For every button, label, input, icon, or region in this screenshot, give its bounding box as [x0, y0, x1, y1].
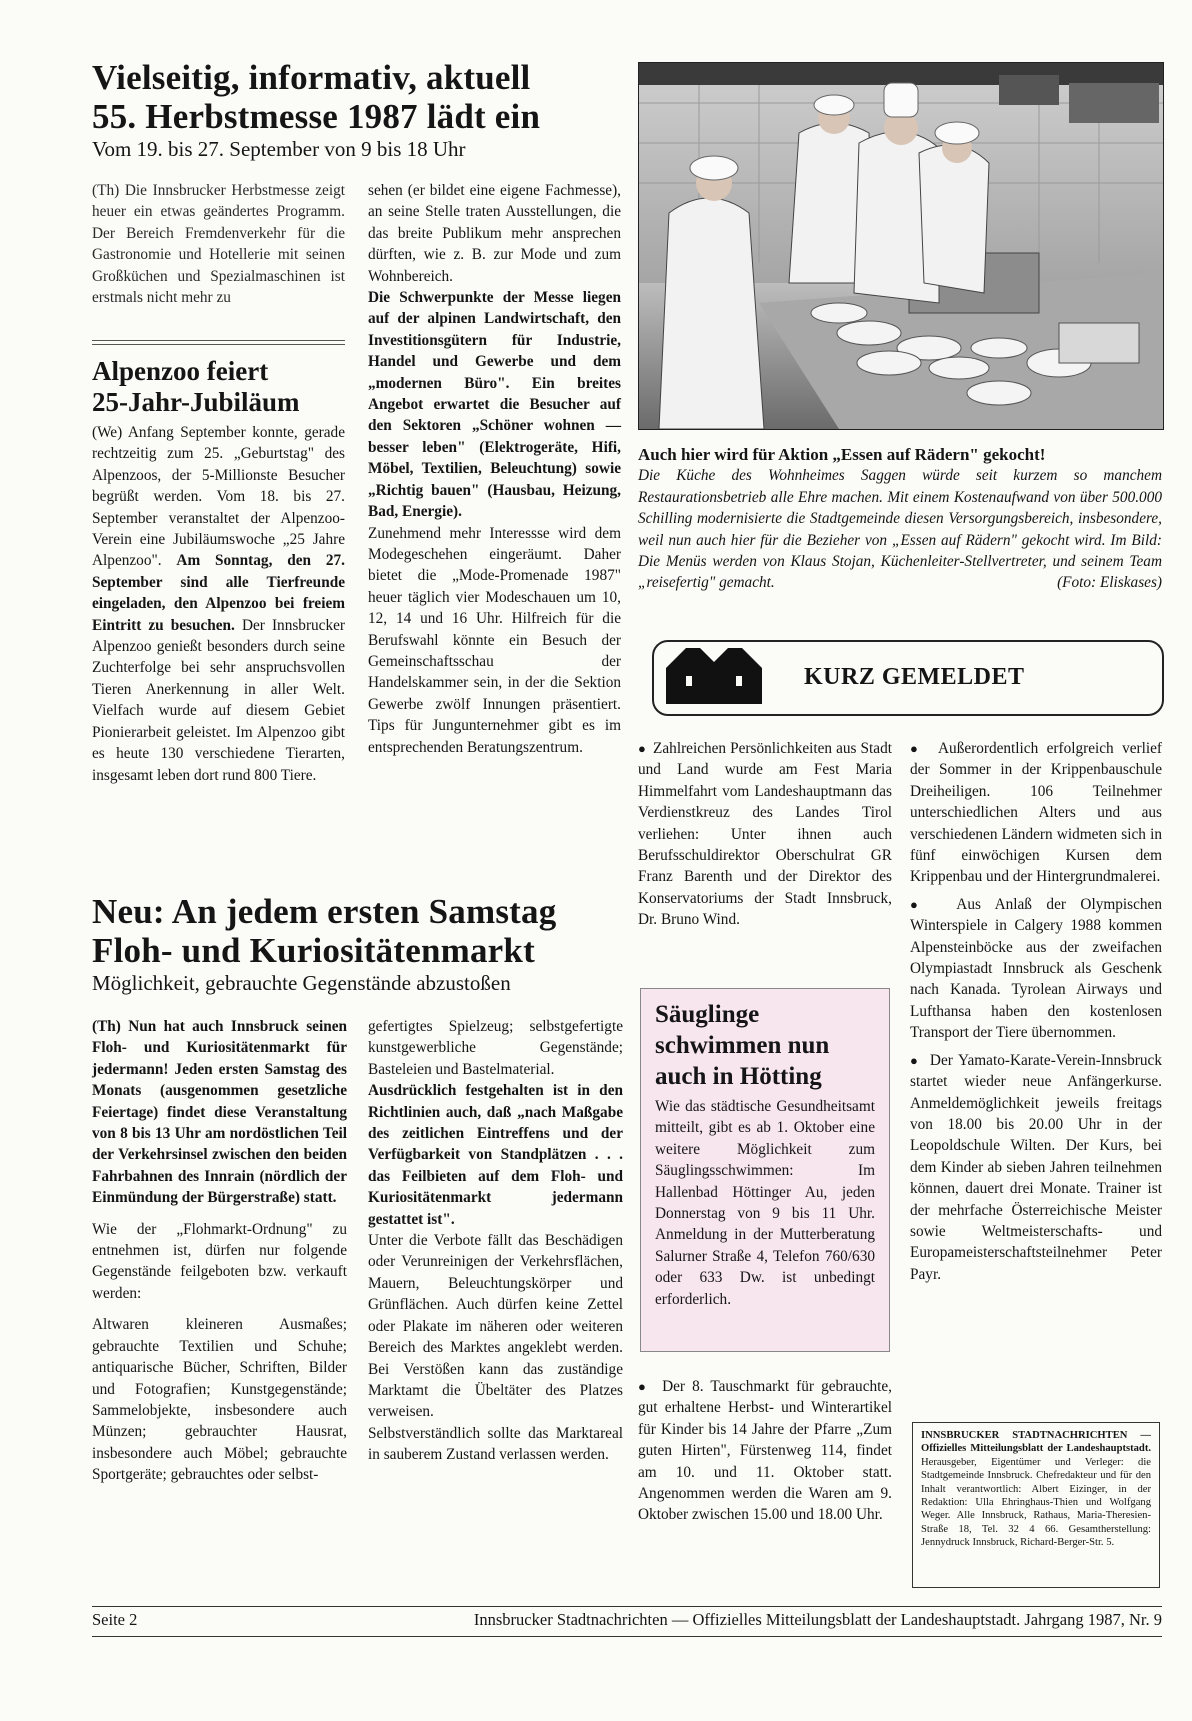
- alpenzoo-body: [92, 422, 345, 786]
- kurz-col-left: [638, 738, 892, 931]
- flohmarkt-lead: (Th) Nun hat auch Innsbruck seinen Floh- und Kuriositätenmarkt für jedermann! Jeden ersten Samstag des Monats (ausgenommen gesetzliche Feiertage) findet diese Veranstaltung von 8 bis 13 Uhr am nordöstlichen Teil der Verkehrsinsel zwischen den beiden Fahrbahnen des Innrain (nördlich der Einmündung der Bürgerstraße) statt.: [92, 1018, 347, 1207]
- flohmarkt-col1-p3: Altwaren kleineren Ausmaßes; gebrauchte Textilien und Schuhe; antiquarische Bücher, Schriften, Bilder und Fotografien; Kunstgegenstände; Sammelobjekte, insbesondere auch Münzen; gebrauchter Hausrat, insbesondere auch Möbel; gebrauchte Sportgeräte; gebrauchtes oder selbst-: [92, 1316, 347, 1484]
- kurz-item-5: ● Der 8. Tauschmarkt für gebrauchte, gut erhaltene Herbst- und Winterartikel für Kinder bis 14 Jahre der Pfarre „Zum guten Hirten", Fürstenweg 114, findet am 10. und 11. Oktober statt. Angenommen werden die Waren am 9. Oktober zwischen 15.00 und 18.00 Uhr.: [638, 1376, 892, 1526]
- flohmarkt-col2-p1: gefertigtes Spielzeug; selbstgefertigte kunstgewerbliche Gegenstände; Basteleien und Bastelmaterial.: [368, 1018, 623, 1078]
- footer-page: Seite 2: [92, 1610, 138, 1629]
- kurz-gemeldet-header: [652, 640, 1164, 716]
- saeuglinge-body: Wie das städtische Gesundheitsamt mitteilt, gibt es ab 1. Oktober eine weitere Möglichkeit zum Säuglingsschwimmen: Im Hallenbad Höttinger Au, jeden Donnerstag von 9 bis 11 Uhr. Anmeldung in der Mutterberatung Salurner Straße 4, Telefon 760/630 oder 633 Dw. ist unbedingt erforderlich.: [655, 1098, 875, 1308]
- alpenzoo-headline: [92, 356, 352, 418]
- alpenzoo-title-2: 25-Jahr-Jubiläum: [92, 387, 300, 417]
- saeuglinge-title-2: schwimmen nun: [655, 1032, 830, 1059]
- kitchen-photo-image: [639, 63, 1163, 429]
- alpenzoo-title-1: Alpenzoo feiert: [92, 356, 269, 386]
- saeuglinge-box: [640, 988, 890, 1352]
- footer-rule-top: [92, 1606, 1162, 1607]
- saeuglinge-title-3: auch in Hötting: [655, 1063, 822, 1090]
- flohmarkt-subtitle: Möglichkeit, gebrauchte Gegenstände abzustoßen: [92, 971, 511, 995]
- kurz-col-left-2: [638, 1376, 892, 1526]
- flohmarkt-headline: [92, 892, 632, 996]
- impressum-title: INNSBRUCKER STADTNACHRICHTEN — Offizielles Mitteilungsblatt der Landeshauptstadt.: [921, 1430, 1151, 1455]
- kurz-item-3: ● Aus Anlaß der Olympischen Winterspiele in Calgery 1988 kommen Alpensteinböcke aus der zweifachen Olympiastadt Innsbruck als Geschenk nach Kanada. Tyrolean Airways und Lufthansa haben den kostenlosen Transport der Tiere übernommen.: [910, 894, 1162, 1044]
- flohmarkt-col2-p2: Ausdrücklich festgehalten ist in den Richtlinien auch, daß „nach Maßgabe des zeitlichen Eintreffens und der Verfügbarkeit von Standplätzen . . . das Feilbieten auf dem Floh- und Kuriositätenmarkt jedermann gestattet ist".: [368, 1082, 623, 1228]
- flohmarkt-col1-p2: Wie der „Flohmarkt-Ordnung" zu entnehmen ist, dürfen nur folgende Gegenstände feilgeboten bzw. verkauft werden:: [92, 1220, 347, 1302]
- footer-publication: Innsbrucker Stadtnachrichten — Offizielles Mitteilungsblatt der Landeshauptstadt. Jahrgang 1987, Nr. 9: [473, 1610, 1162, 1629]
- herbstmesse-col1: [92, 180, 345, 308]
- photo-caption-body: Die Küche des Wohnheimes Saggen würde seit kurzem so manchem Restaurationsbetrieb alle Ehre machen. Mit einem Kostenaufwand von über 500.000 Schilling modernisierte die Stadtgemeinde diesen Versorgungsbereich, insbesondere, weil nun auch hier für die Bezieher von „Essen auf Rädern" gekocht wird. Im Bild: Die Menüs werden von Klaus Stojan, Küchenleiter-Stellvertreter, und seinem Team „reisefertig" gemacht.: [638, 467, 1162, 592]
- photo-caption: [638, 444, 1162, 594]
- saeuglinge-title-1: Säuglinge: [655, 1001, 760, 1028]
- herbstmesse-headline: [92, 58, 612, 162]
- photo-credit: (Foto: Eliskases): [1057, 574, 1162, 592]
- herbstmesse-subtitle: Vom 19. bis 27. September von 9 bis 18 Uhr: [92, 137, 466, 161]
- photo-caption-title: Auch hier wird für Aktion „Essen auf Rädern" gekocht!: [638, 445, 1046, 464]
- kurz-gemeldet-title: KURZ GEMELDET: [804, 664, 1025, 690]
- alpenzoo-text-1: (We) Anfang September konnte, gerade rechtzeitig zum 25. „Geburtstag" des Alpenzoos, der 5-Millionste Besucher begrüßt werden. Vom 18. bis 27. September veranstaltet der Alpenzoo-Verein eine Jubiläumswoche „25 Jahre Alpenzoo".: [92, 424, 345, 570]
- flohmarkt-col1: [92, 1016, 347, 1486]
- herbstmesse-col2-p2: Die Schwerpunkte der Messe liegen auf der alpinen Landwirtschaft, den Investitionsgütern für Industrie, Handel und Gewerbe und dem „modernen Büro". Ein breites Angebot erwartet die Besucher auf den Sektoren „Schöner wohnen — besser leben" (Elektrogeräte, Hifi, Möbel, Textilien, Beleuchtung) sowie „Richtig bauen" (Hausbau, Heizung, Bad, Energie).: [368, 289, 621, 521]
- kitchen-photo: [638, 62, 1164, 430]
- photo-caption-text: [638, 465, 1162, 593]
- herbstmesse-title-1: Vielseitig, informativ, aktuell: [92, 58, 531, 97]
- kurz-item-2: ● Außerordentlich erfolgreich verlief der Sommer in der Krippenbauschule Dreiheiligen. 106 Teilnehmer unterschiedlichen Alters und aus verschiedenen Ländern widmeten sich in fünf einwöchigen Kursen dem Krippenbau und der Hintergrundmalerei.: [910, 738, 1162, 888]
- flohmarkt-title-2: Floh- und Kuriositätenmarkt: [92, 931, 535, 970]
- herbstmesse-col2-p3: Zunehmend mehr Interessse wird dem Modegeschehen eingeräumt. Daher bietet die „Mode-Promenade 1987" heuer täglich vier Modeschauen um 10, 12, 14 und 16 Uhr. Hilfreich für die Berufswahl könnte ein Besuch der Gemeinschaftsschau der Handelskammer sein, in der die Sektion Gewerbe zwölf Innungen präsentiert. Tips für Jungunternehmer gibt es im entsprechenden Beratungszentrum.: [368, 524, 621, 756]
- double-rule: [92, 340, 345, 345]
- herbstmesse-col1-text: (Th) Die Innsbrucker Herbstmesse zeigt heuer ein etwas geändertes Programm. Der Bereich Fremdenverkehr für die Gastronomie und Hotellerie mit seinen Großküchen und Spezialmaschinen ist erstmals nicht mehr zu: [92, 182, 345, 307]
- footer-rule-bottom: [92, 1636, 1162, 1637]
- impressum-box: [912, 1422, 1160, 1588]
- herbstmesse-col2: [368, 180, 621, 758]
- kurz-item-1: ● Zahlreichen Persönlichkeiten aus Stadt und Land wurde am Fest Maria Himmelfahrt vom Landeshauptmann das Verdienstkreuz des Landes Tirol verliehen: Unter ihnen auch Berufsschuldirektor Oberschulrat GR Franz Barenth und der Direktor des Konservatoriums der Stadt Innsbruck, Dr. Bruno Wind.: [638, 738, 892, 931]
- flohmarkt-title-1: Neu: An jedem ersten Samstag: [92, 892, 557, 931]
- alpenzoo-text-bold: Am Sonntag, den 27. September sind alle Tierfreunde eingeladen, den Alpenzoo bei freiem Eintritt zu besuchen.: [92, 552, 345, 634]
- impressum-text: Herausgeber, Eigentümer und Verleger: die Stadtgemeinde Innsbruck. Chefredakteur und für den Inhalt verantwortlich: Albert Eizinger, in der Redaktion: Ulla Ehringhaus-Thien und Wolfgang Weger. Alle Innsbruck, Rathaus, Maria-Theresien-Straße 18, Tel. 32 4 66. Gesamtherstellung: Jennydruck Innsbruck, Richard-Berger-Str. 5.: [921, 1456, 1151, 1549]
- flohmarkt-col2-p3: Unter die Verbote fällt das Beschädigen oder Verunreinigen der Verkehrsflächen, Mauern, Beleuchtungskörper und Grünflächen. Auch dürfen keine Zettel oder Plakate im näheren oder weiteren Bereich des Marktes angeklebt werden. Bei Verstößen kann das zuständige Marktamt die Übeltäter des Platzes verweisen.: [368, 1232, 623, 1421]
- city-logo-icon: [664, 646, 764, 706]
- flohmarkt-col2-p4: Selbstverständlich sollte das Marktareal in sauberem Zustand verlassen werden.: [368, 1424, 623, 1464]
- flohmarkt-col2: [368, 1016, 623, 1466]
- herbstmesse-col2-p1: sehen (er bildet eine eigene Fachmesse), an seine Stelle traten Ausstellungen, die das breite Publikum mehr ansprechen dürften, wie z. B. zur Mode und zum Wohnbereich.: [368, 182, 621, 285]
- kurz-col-right: [910, 738, 1162, 1285]
- kurz-item-4: ● Der Yamato-Karate-Verein-Innsbruck startet wieder neue Anfängerkurse. Anmeldemöglichkeit jeweils freitags von 18.00 bis 20.00 Uhr in der Leopoldschule Wilten. Der Kurs, bei dem Kinder ab sieben Jahren teilnehmen können, dauert drei Monate. Trainer ist der mehrfache Österreichische Meister sowie Weltmeisterschafts- und Europameisterschaftsteilnehmer Peter Payr.: [910, 1050, 1162, 1285]
- herbstmesse-title-2: 55. Herbstmesse 1987 lädt ein: [92, 97, 541, 136]
- alpenzoo-text-2: Der Innsbrucker Alpenzoo genießt besonders durch seine Zuchterfolge bei sehr anspruchsvollen Tieren Anerkennung in aller Welt. Vielfach wurde auf diesem Gebiet Pionierarbeit geleistet. Im Alpenzoo gibt es heute 130 verschiedene Tierarten, insgesamt leben dort rund 800 Tiere.: [92, 616, 346, 784]
